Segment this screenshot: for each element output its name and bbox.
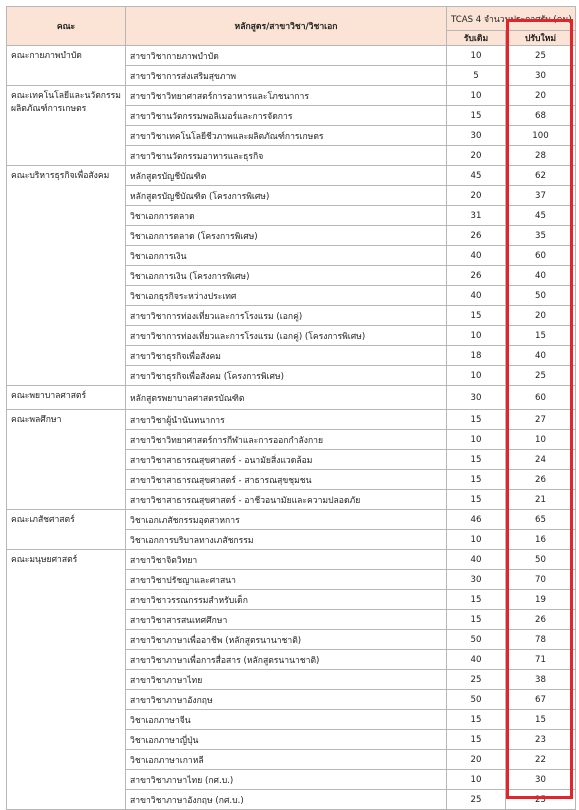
program-cell: สาขาวิชาปรัชญาและศาสนา	[126, 570, 447, 590]
old-quota-cell: 10	[447, 326, 506, 346]
program-cell: สาขาวิชาภาษาอังกฤษ (กศ.บ.)	[126, 790, 447, 810]
new-quota-cell: 27	[506, 410, 576, 430]
new-quota-cell: 30	[506, 66, 576, 86]
old-quota-cell: 10	[447, 430, 506, 450]
program-cell: สาขาวิชาการส่งเสริมสุขภาพ	[126, 66, 447, 86]
old-quota-cell: 30	[447, 570, 506, 590]
program-cell: วิชาเอกการตลาด (โครงการพิเศษ)	[126, 226, 447, 246]
program-cell: สาขาวิชาสารสนเทศศึกษา	[126, 610, 447, 630]
old-quota-cell: 15	[447, 450, 506, 470]
new-quota-cell: 30	[506, 770, 576, 790]
program-cell: วิชาเอกการบริบาลทางเภสัชกรรม	[126, 530, 447, 550]
program-cell: สาขาวิชาการท่องเที่ยวและการโรงแรม (เอกคู่) (โครงการพิเศษ)	[126, 326, 447, 346]
old-quota-cell: 31	[447, 206, 506, 226]
program-cell: สาขาวิชาการท่องเที่ยวและการโรงแรม (เอกคู่)	[126, 306, 447, 326]
old-quota-cell: 40	[447, 650, 506, 670]
program-cell: สาขาวิชาธุรกิจเพื่อสังคม	[126, 346, 447, 366]
program-cell: สาขาวิชาภาษาเพื่อการสื่อสาร (หลักสูตรนานาชาติ)	[126, 650, 447, 670]
old-quota-cell: 15	[447, 106, 506, 126]
old-quota-cell: 40	[447, 550, 506, 570]
program-cell: วิชาเอกการตลาด	[126, 206, 447, 226]
program-cell: สาขาวิชาวิทยาศาสตร์การกีฬาและการออกกำลังกาย	[126, 430, 447, 450]
old-quota-cell: 15	[447, 490, 506, 510]
old-quota-cell: 15	[447, 590, 506, 610]
new-quota-cell: 71	[506, 650, 576, 670]
program-cell: สาขาวิชาสาธารณสุขศาสตร์ - อนามัยสิ่งแวดล้อม	[126, 450, 447, 470]
program-cell: สาขาวิชาภาษาไทย (กศ.บ.)	[126, 770, 447, 790]
old-quota-cell: 15	[447, 470, 506, 490]
program-cell: สาขาวิชาผู้นำนันทนาการ	[126, 410, 447, 430]
new-quota-cell: 40	[506, 346, 576, 366]
program-cell: สาขาวิชาวิทยาศาสตร์การอาหารและโภชนาการ	[126, 86, 447, 106]
old-quota-cell: 50	[447, 630, 506, 650]
header-new: ปรับใหม่	[506, 31, 576, 46]
program-cell: วิชาเอกภาษาเกาหลี	[126, 750, 447, 770]
old-quota-cell: 50	[447, 690, 506, 710]
new-quota-cell: 28	[506, 146, 576, 166]
faculty-cell: คณะมนุษยศาสตร์	[7, 550, 126, 810]
program-cell: วิชาเอกเภสัชกรรมอุตสาหการ	[126, 510, 447, 530]
table-row	[7, 46, 576, 66]
new-quota-cell: 25	[506, 46, 576, 66]
program-cell: สาขาวิชาเทคโนโลยีชีวภาพและผลิตภัณฑ์การเกษตร	[126, 126, 447, 146]
new-quota-cell: 16	[506, 530, 576, 550]
old-quota-cell: 5	[447, 66, 506, 86]
new-quota-cell: 65	[506, 510, 576, 530]
new-quota-cell: 50	[506, 286, 576, 306]
program-cell: วิชาเอกการเงิน	[126, 246, 447, 266]
new-quota-cell: 78	[506, 630, 576, 650]
old-quota-cell: 15	[447, 730, 506, 750]
admission-table-sheet	[6, 6, 575, 810]
faculty-cell: คณะกายภาพบำบัด	[7, 46, 126, 86]
new-quota-cell: 40	[506, 266, 576, 286]
header-tcas: TCAS 4 จำนวนประกาศรับ (คน)	[447, 7, 576, 31]
new-quota-cell: 19	[506, 590, 576, 610]
old-quota-cell: 10	[447, 46, 506, 66]
new-quota-cell: 25	[506, 790, 576, 810]
program-cell: หลักสูตรพยาบาลศาสตรบัณฑิต	[126, 386, 447, 410]
old-quota-cell: 10	[447, 86, 506, 106]
new-quota-cell: 22	[506, 750, 576, 770]
old-quota-cell: 20	[447, 750, 506, 770]
program-cell: สาขาวิชาภาษาไทย	[126, 670, 447, 690]
new-quota-cell: 26	[506, 470, 576, 490]
new-quota-cell: 70	[506, 570, 576, 590]
program-cell: สาขาวิชากายภาพบำบัด	[126, 46, 447, 66]
old-quota-cell: 20	[447, 186, 506, 206]
table-body	[7, 46, 576, 810]
program-cell: วิชาเอกการเงิน (โครงการพิเศษ)	[126, 266, 447, 286]
new-quota-cell: 62	[506, 166, 576, 186]
new-quota-cell: 15	[506, 710, 576, 730]
faculty-cell: คณะพยาบาลศาสตร์	[7, 386, 126, 410]
old-quota-cell: 15	[447, 410, 506, 430]
old-quota-cell: 40	[447, 286, 506, 306]
faculty-cell: คณะพลศึกษา	[7, 410, 126, 510]
new-quota-cell: 20	[506, 306, 576, 326]
program-cell: สาขาวิชาจิตวิทยา	[126, 550, 447, 570]
new-quota-cell: 37	[506, 186, 576, 206]
old-quota-cell: 40	[447, 246, 506, 266]
old-quota-cell: 10	[447, 366, 506, 386]
old-quota-cell: 46	[447, 510, 506, 530]
program-cell: หลักสูตรบัญชีบัณฑิต (โครงการพิเศษ)	[126, 186, 447, 206]
program-cell: สาขาวิชาภาษาเพื่ออาชีพ (หลักสูตรนานาชาติ)	[126, 630, 447, 650]
new-quota-cell: 60	[506, 246, 576, 266]
program-cell: วิชาเอกภาษาญี่ปุ่น	[126, 730, 447, 750]
program-cell: วิชาเอกธุรกิจระหว่างประเทศ	[126, 286, 447, 306]
new-quota-cell: 38	[506, 670, 576, 690]
old-quota-cell: 30	[447, 126, 506, 146]
new-quota-cell: 21	[506, 490, 576, 510]
table-row	[7, 86, 576, 106]
table-row	[7, 410, 576, 430]
old-quota-cell: 30	[447, 386, 506, 410]
old-quota-cell: 45	[447, 166, 506, 186]
program-cell: สาขาวิชาภาษาอังกฤษ	[126, 690, 447, 710]
program-cell: สาขาวิชาธุรกิจเพื่อสังคม (โครงการพิเศษ)	[126, 366, 447, 386]
old-quota-cell: 25	[447, 670, 506, 690]
new-quota-cell: 100	[506, 126, 576, 146]
program-cell: สาขาวิชาสาธารณสุขศาสตร์ - อาชีวอนามัยและความปลอดภัย	[126, 490, 447, 510]
old-quota-cell: 15	[447, 710, 506, 730]
old-quota-cell: 18	[447, 346, 506, 366]
program-cell: วิชาเอกภาษาจีน	[126, 710, 447, 730]
old-quota-cell: 15	[447, 306, 506, 326]
table-header	[7, 7, 576, 46]
new-quota-cell: 67	[506, 690, 576, 710]
new-quota-cell: 68	[506, 106, 576, 126]
old-quota-cell: 15	[447, 610, 506, 630]
table-row	[7, 386, 576, 410]
table-row	[7, 166, 576, 186]
new-quota-cell: 60	[506, 386, 576, 410]
new-quota-cell: 23	[506, 730, 576, 750]
program-cell: สาขาวิชาวรรณกรรมสำหรับเด็ก	[126, 590, 447, 610]
new-quota-cell: 25	[506, 366, 576, 386]
new-quota-cell: 35	[506, 226, 576, 246]
new-quota-cell: 15	[506, 326, 576, 346]
faculty-cell: คณะเทคโนโลยีและนวัตกรรมผลิตภัณฑ์การเกษตร	[7, 86, 126, 166]
old-quota-cell: 25	[447, 790, 506, 810]
old-quota-cell: 26	[447, 226, 506, 246]
table-row	[7, 550, 576, 570]
header-faculty: คณะ	[7, 7, 126, 46]
new-quota-cell: 45	[506, 206, 576, 226]
old-quota-cell: 10	[447, 530, 506, 550]
old-quota-cell: 26	[447, 266, 506, 286]
program-cell: สาขาวิชาสาธารณสุขศาสตร์ - สาธารณสุขชุมชน	[126, 470, 447, 490]
old-quota-cell: 20	[447, 146, 506, 166]
new-quota-cell: 20	[506, 86, 576, 106]
program-cell: สาขาวิชานวัตกรรมพอลิเมอร์และการจัดการ	[126, 106, 447, 126]
faculty-cell: คณะบริหารธุรกิจเพื่อสังคม	[7, 166, 126, 386]
header-old: รับเดิม	[447, 31, 506, 46]
new-quota-cell: 10	[506, 430, 576, 450]
new-quota-cell: 26	[506, 610, 576, 630]
old-quota-cell: 10	[447, 770, 506, 790]
table-row	[7, 510, 576, 530]
program-cell: หลักสูตรบัญชีบัณฑิต	[126, 166, 447, 186]
program-cell: สาขาวิชานวัตกรรมอาหารและธุรกิจ	[126, 146, 447, 166]
faculty-cell: คณะเภสัชศาสตร์	[7, 510, 126, 550]
new-quota-cell: 24	[506, 450, 576, 470]
admission-table	[6, 6, 576, 810]
new-quota-cell: 50	[506, 550, 576, 570]
header-program: หลักสูตร/สาขาวิชา/วิชาเอก	[126, 7, 447, 46]
